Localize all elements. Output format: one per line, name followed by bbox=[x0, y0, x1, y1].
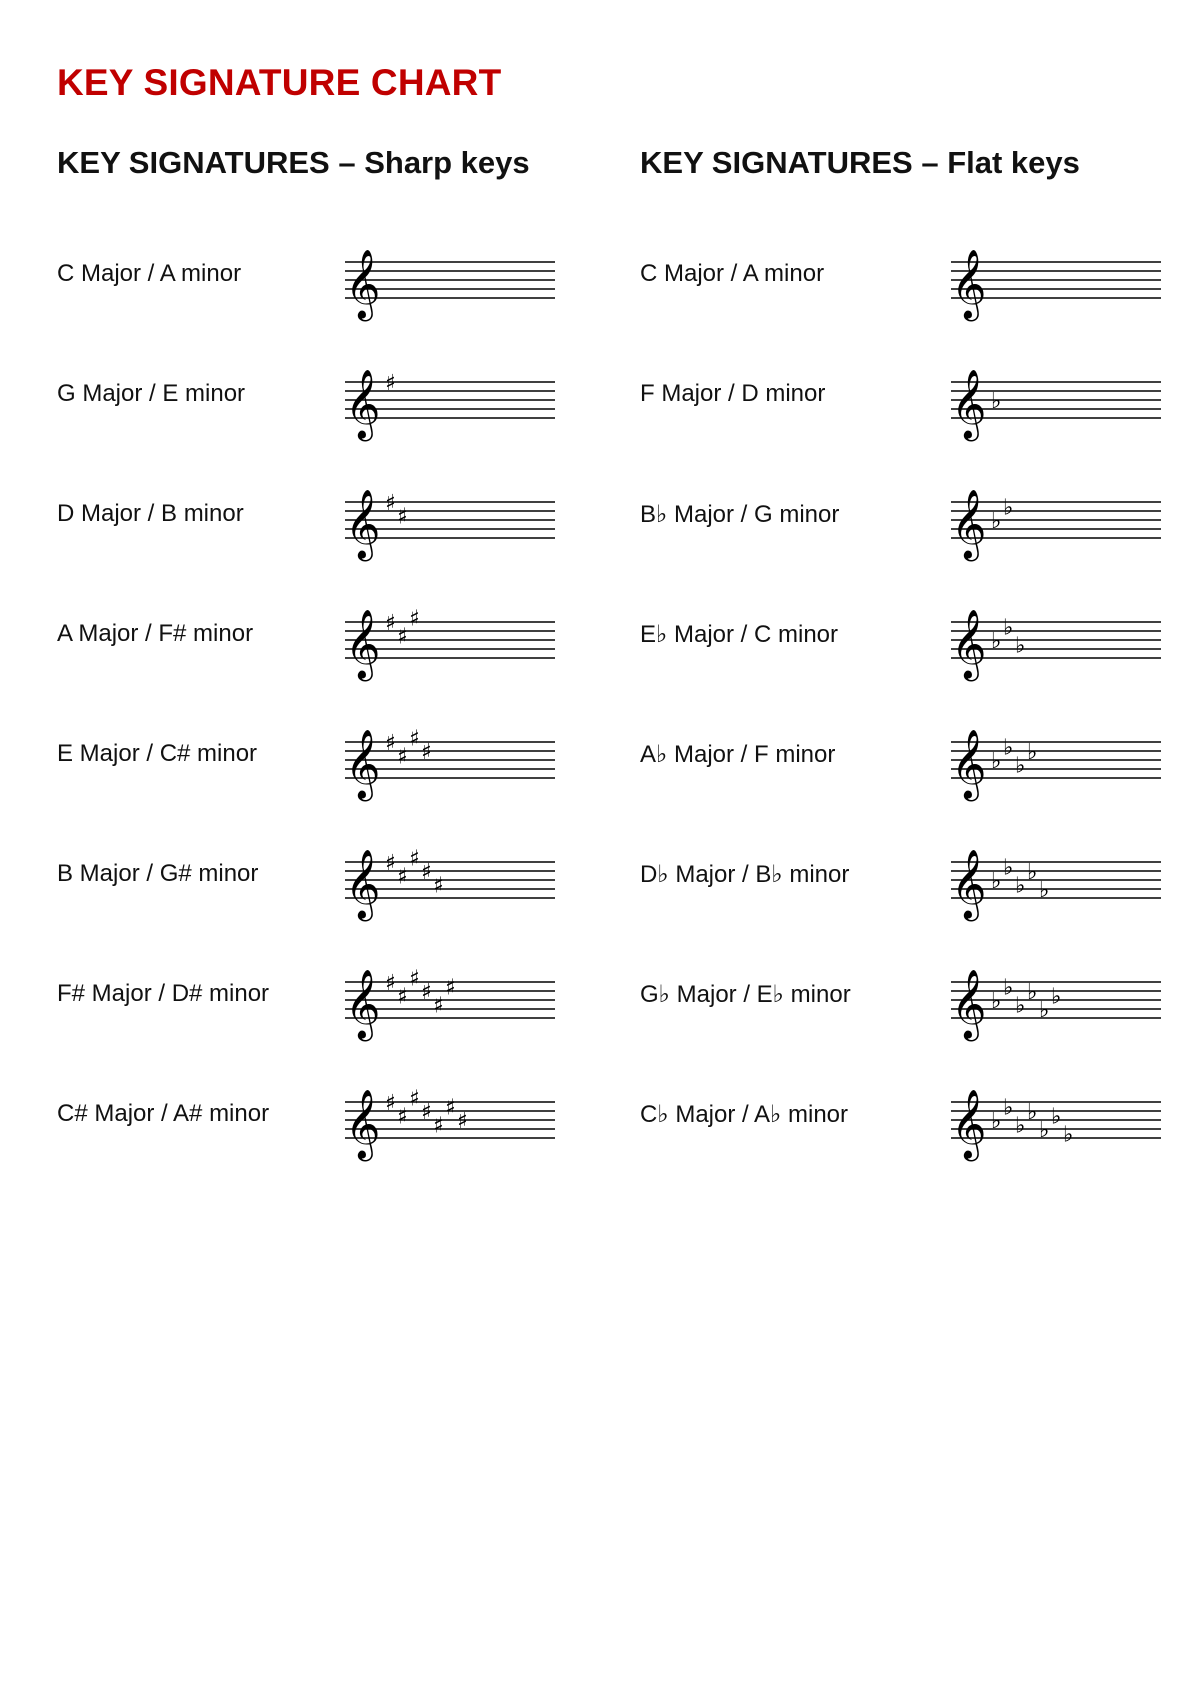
flat-icon: ♭ bbox=[991, 1109, 1002, 1134]
sharp-icon: ♯ bbox=[397, 864, 408, 890]
sharp-icon: ♯ bbox=[409, 606, 420, 632]
sharp-icon: ♯ bbox=[433, 873, 444, 899]
sharp-icon: ♯ bbox=[397, 984, 408, 1010]
key-label: F# Major / D# minor bbox=[57, 980, 270, 1007]
sharp-icon: ♯ bbox=[409, 1086, 420, 1112]
sharp-icon: ♯ bbox=[385, 1091, 396, 1116]
treble-clef-icon: 𝄞 bbox=[345, 249, 381, 319]
treble-clef-icon: 𝄞 bbox=[345, 729, 381, 799]
key-row bbox=[640, 710, 1160, 830]
key-label: B Major / G# minor bbox=[57, 860, 259, 887]
sharp-icon: ♯ bbox=[397, 504, 408, 530]
flat-icon: ♭ bbox=[1015, 873, 1026, 899]
flat-icon: ♭ bbox=[1003, 855, 1014, 881]
sharp-keys-heading: KEY SIGNATURES – Sharp keys bbox=[57, 145, 530, 180]
key-label: D♭ Major / B♭ minor bbox=[640, 861, 850, 888]
key-label: E Major / C# minor bbox=[57, 740, 258, 767]
treble-clef-icon: 𝄞 bbox=[951, 609, 987, 679]
staff bbox=[337, 958, 557, 1038]
sharp-icon: ♯ bbox=[421, 860, 432, 885]
staff bbox=[337, 838, 557, 918]
staff bbox=[337, 718, 557, 798]
sharp-icon: ♯ bbox=[445, 975, 456, 1001]
treble-clef-icon: 𝄞 bbox=[951, 729, 987, 799]
key-row bbox=[57, 350, 577, 470]
flat-keys-column bbox=[640, 230, 1160, 1190]
flat-icon: ♭ bbox=[1003, 495, 1014, 521]
sharp-icon: ♯ bbox=[409, 726, 420, 752]
flat-icon: ♭ bbox=[1015, 993, 1026, 1019]
treble-clef-icon: 𝄞 bbox=[951, 369, 987, 439]
sharp-icon: ♯ bbox=[421, 740, 432, 765]
key-label: B♭ Major / G minor bbox=[640, 501, 840, 528]
treble-clef-icon: 𝄞 bbox=[951, 489, 987, 559]
sharp-icon: ♯ bbox=[385, 971, 396, 996]
staff bbox=[337, 598, 557, 678]
sharp-icon: ♯ bbox=[457, 1109, 468, 1134]
treble-clef-icon: 𝄞 bbox=[345, 489, 381, 559]
staff bbox=[943, 1078, 1163, 1158]
key-row bbox=[57, 230, 577, 350]
key-row bbox=[57, 1070, 577, 1190]
flat-icon: ♭ bbox=[1015, 753, 1026, 779]
key-label: A♭ Major / F minor bbox=[640, 741, 836, 768]
flat-icon: ♭ bbox=[991, 629, 1002, 654]
staff bbox=[943, 838, 1163, 918]
sharp-icon: ♯ bbox=[421, 1100, 432, 1125]
staff bbox=[943, 598, 1163, 678]
flat-icon: ♭ bbox=[1015, 633, 1026, 659]
staff bbox=[943, 358, 1163, 438]
staff bbox=[943, 478, 1163, 558]
sharp-keys-column bbox=[57, 230, 577, 1190]
treble-clef-icon: 𝄞 bbox=[345, 369, 381, 439]
key-row bbox=[640, 950, 1160, 1070]
sharp-icon: ♯ bbox=[433, 1113, 444, 1139]
key-row bbox=[640, 830, 1160, 950]
key-row bbox=[57, 830, 577, 950]
flat-icon: ♭ bbox=[1003, 1095, 1014, 1121]
treble-clef-icon: 𝄞 bbox=[951, 969, 987, 1039]
staff bbox=[337, 238, 557, 318]
flat-icon: ♭ bbox=[1027, 1100, 1038, 1125]
flat-icon: ♭ bbox=[991, 869, 1002, 894]
key-label: F Major / D minor bbox=[640, 380, 826, 407]
staff bbox=[337, 1078, 557, 1158]
treble-clef-icon: 𝄞 bbox=[951, 249, 987, 319]
key-label: C Major / A minor bbox=[640, 260, 825, 287]
sharp-icon: ♯ bbox=[421, 980, 432, 1005]
flat-icon: ♭ bbox=[1051, 984, 1062, 1010]
treble-clef-icon: 𝄞 bbox=[345, 969, 381, 1039]
key-label: E♭ Major / C minor bbox=[640, 621, 839, 648]
flat-icon: ♭ bbox=[1027, 740, 1038, 765]
key-row bbox=[640, 590, 1160, 710]
flat-keys-heading: KEY SIGNATURES – Flat keys bbox=[640, 145, 1080, 180]
flat-icon: ♭ bbox=[991, 389, 1002, 414]
treble-clef-icon: 𝄞 bbox=[345, 849, 381, 919]
key-label: C Major / A minor bbox=[57, 260, 242, 287]
sharp-icon: ♯ bbox=[397, 744, 408, 770]
sharp-icon: ♯ bbox=[445, 1095, 456, 1121]
page-title: KEY SIGNATURE CHART bbox=[57, 62, 502, 103]
treble-clef-icon: 𝄞 bbox=[951, 1089, 987, 1159]
flat-icon: ♭ bbox=[1027, 860, 1038, 885]
key-label: C# Major / A# minor bbox=[57, 1100, 270, 1127]
sharp-icon: ♯ bbox=[385, 371, 396, 396]
key-row bbox=[57, 950, 577, 1070]
key-label: C♭ Major / A♭ minor bbox=[640, 1101, 849, 1128]
flat-icon: ♭ bbox=[991, 749, 1002, 774]
treble-clef-icon: 𝄞 bbox=[345, 609, 381, 679]
sharp-icon: ♯ bbox=[397, 1104, 408, 1130]
treble-clef-icon: 𝄞 bbox=[951, 849, 987, 919]
flat-icon: ♭ bbox=[991, 509, 1002, 534]
key-row bbox=[57, 710, 577, 830]
staff bbox=[943, 238, 1163, 318]
flat-icon: ♭ bbox=[1003, 975, 1014, 1001]
key-row bbox=[640, 230, 1160, 350]
flat-icon: ♭ bbox=[1039, 1118, 1050, 1143]
key-row bbox=[640, 350, 1160, 470]
flat-icon: ♭ bbox=[1003, 735, 1014, 761]
key-label: D Major / B minor bbox=[57, 500, 244, 527]
sharp-icon: ♯ bbox=[409, 966, 420, 992]
sharp-icon: ♯ bbox=[385, 731, 396, 756]
flat-icon: ♭ bbox=[1063, 1122, 1074, 1148]
key-label: G♭ Major / E♭ minor bbox=[640, 981, 851, 1008]
key-label: G Major / E minor bbox=[57, 380, 246, 407]
sharp-icon: ♯ bbox=[397, 624, 408, 650]
key-row bbox=[640, 470, 1160, 590]
flat-icon: ♭ bbox=[1039, 878, 1050, 903]
flat-icon: ♭ bbox=[1039, 998, 1050, 1023]
flat-icon: ♭ bbox=[1027, 980, 1038, 1005]
sharp-icon: ♯ bbox=[385, 491, 396, 516]
staff bbox=[337, 478, 557, 558]
sharp-icon: ♯ bbox=[433, 993, 444, 1019]
staff bbox=[337, 358, 557, 438]
treble-clef-icon: 𝄞 bbox=[345, 1089, 381, 1159]
sharp-icon: ♯ bbox=[409, 846, 420, 872]
sharp-icon: ♯ bbox=[385, 611, 396, 636]
flat-icon: ♭ bbox=[1015, 1113, 1026, 1139]
staff bbox=[943, 718, 1163, 798]
flat-icon: ♭ bbox=[1003, 615, 1014, 641]
sharp-icon: ♯ bbox=[385, 851, 396, 876]
key-label: A Major / F# minor bbox=[57, 620, 254, 647]
key-row bbox=[57, 470, 577, 590]
key-row bbox=[640, 1070, 1160, 1190]
staff bbox=[943, 958, 1163, 1038]
flat-icon: ♭ bbox=[1051, 1104, 1062, 1130]
key-row bbox=[57, 590, 577, 710]
flat-icon: ♭ bbox=[991, 989, 1002, 1014]
